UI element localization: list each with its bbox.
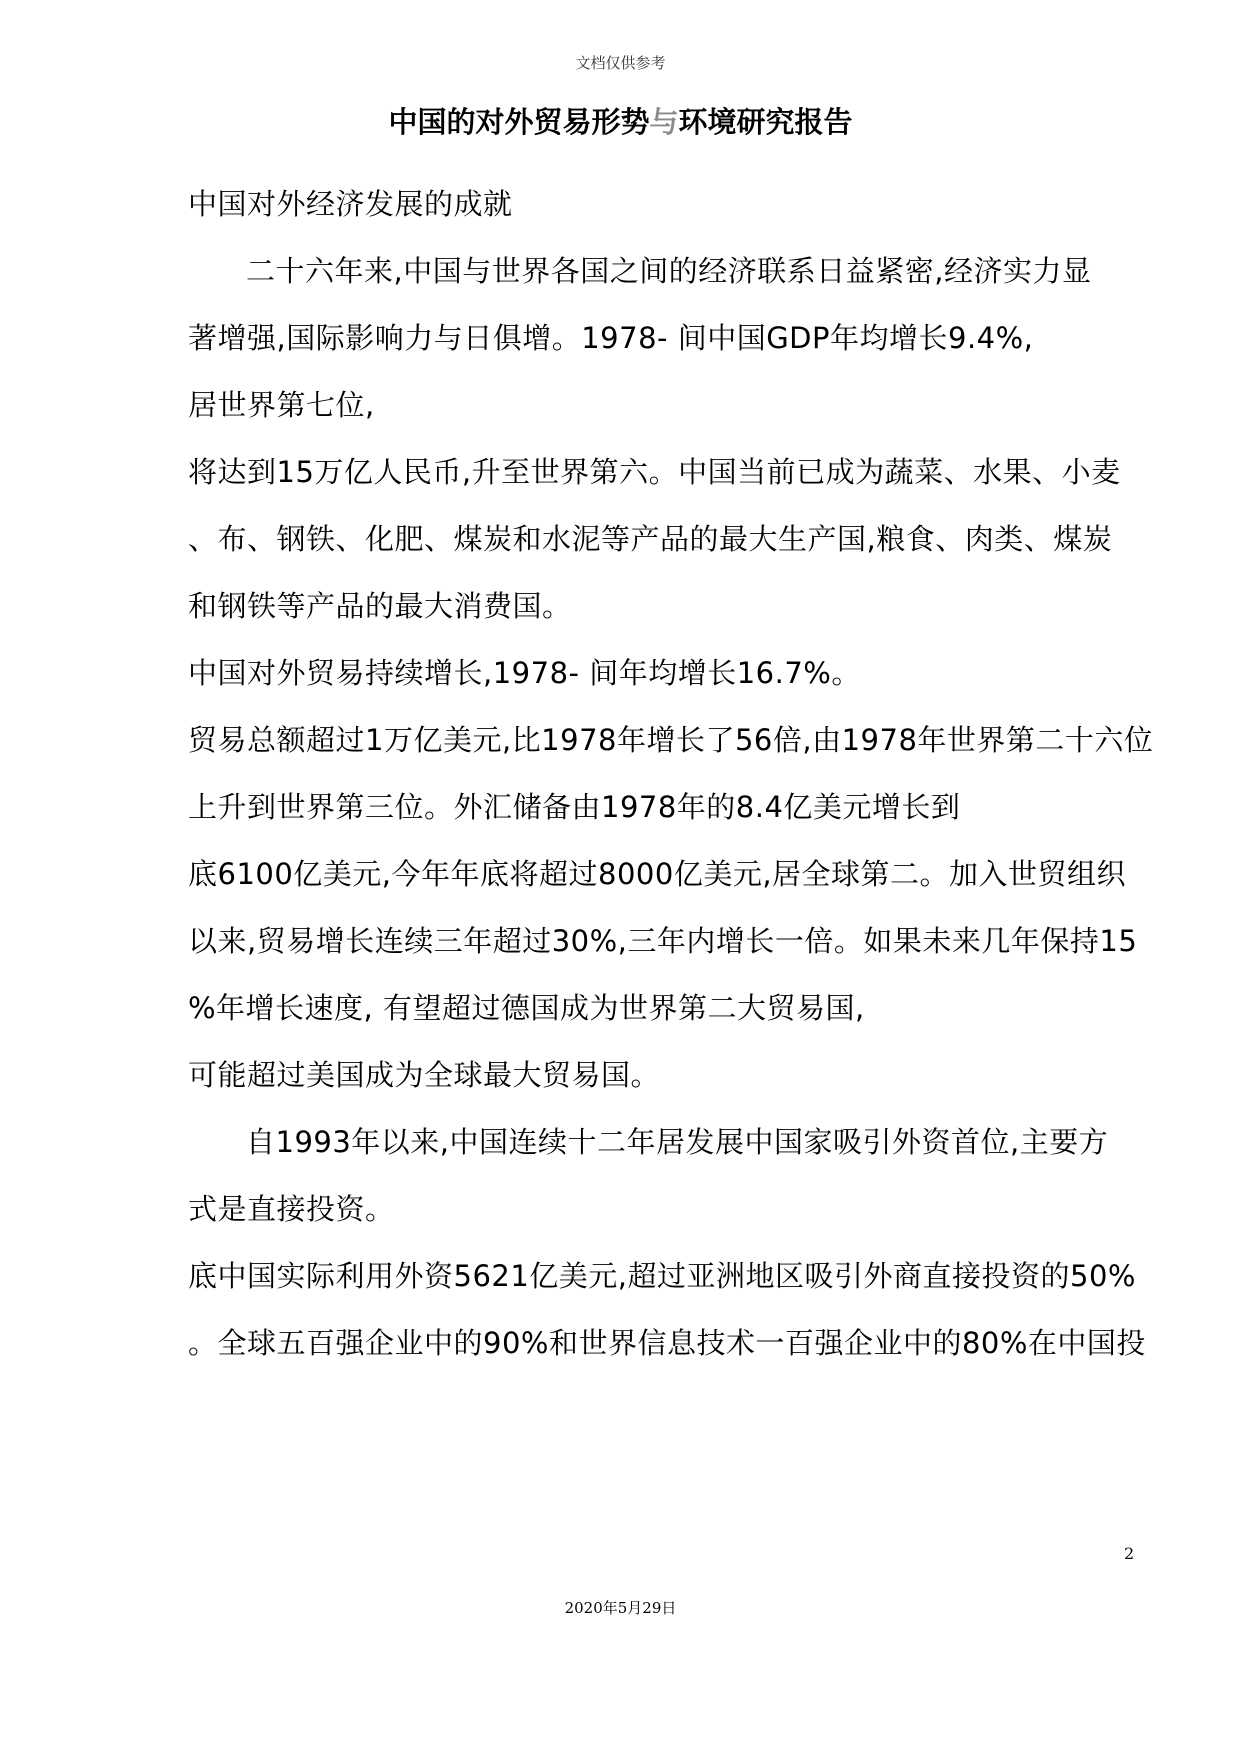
title-part-1: 中国的对外贸易形势 — [388, 105, 650, 139]
paragraph-line: 著增强,国际影响力与日俱增。1978- 间中国GDP年均增长9.4%, — [188, 321, 1034, 355]
paragraph-line: %年增长速度, 有望超过德国成为世界第二大贸易国, — [188, 991, 865, 1025]
paragraph-line: 可能超过美国成为全球最大贸易国。 — [188, 1058, 661, 1092]
title-part-3: 环境研究报告 — [678, 105, 853, 139]
paragraph-line: 底中国实际利用外资5621亿美元,超过亚洲地区吸引外商直接投资的50% — [188, 1259, 1136, 1293]
paragraph-line: 中国对外贸易持续增长,1978- 间年均增长16.7%。 — [188, 656, 861, 690]
page-number: 2 — [1124, 1544, 1135, 1563]
paragraph-line: 底6100亿美元,今年年底将超过8000亿美元,居全球第二。加入世贸组织 — [188, 857, 1127, 891]
paragraph-line: 以来,贸易增长连续三年超过30%,三年内增长一倍。如果未来几年保持15 — [188, 924, 1138, 958]
paragraph-line: 贸易总额超过1万亿美元,比1978年增长了56倍,由1978年世界第二十六位 — [188, 723, 1154, 757]
paragraph-line: 自1993年以来,中国连续十二年居发展中国家吸引外资首位,主要方 — [246, 1125, 1109, 1159]
paragraph-line: 上升到世界第三位。外汇储备由1978年的8.4亿美元增长到 — [188, 790, 961, 824]
paragraph-line: 将达到15万亿人民币,升至世界第六。中国当前已成为蔬菜、水果、小麦 — [188, 455, 1121, 489]
document-title — [0, 100, 1241, 141]
paragraph-line: 、布、钢铁、化肥、煤炭和水泥等产品的最大生产国,粮食、肉类、煤炭 — [188, 522, 1113, 556]
paragraph-line: 和钢铁等产品的最大消费国。 — [188, 589, 572, 623]
paragraph-line: 。全球五百强企业中的90%和世界信息技术一百强企业中的80%在中国投 — [188, 1326, 1146, 1360]
paragraph-line: 式是直接投资。 — [188, 1192, 395, 1226]
section-heading: 中国对外经济发展的成就 — [188, 187, 513, 221]
paragraph-line: 居世界第七位, — [188, 388, 375, 422]
title-part-2: 与 — [649, 105, 679, 139]
paragraph-line: 二十六年来,中国与世界各国之间的经济联系日益紧密,经济实力显 — [246, 254, 1092, 288]
header-note: 文档仅供参考 — [575, 54, 666, 72]
footer-date: 2020年5月29日 — [564, 1599, 677, 1617]
